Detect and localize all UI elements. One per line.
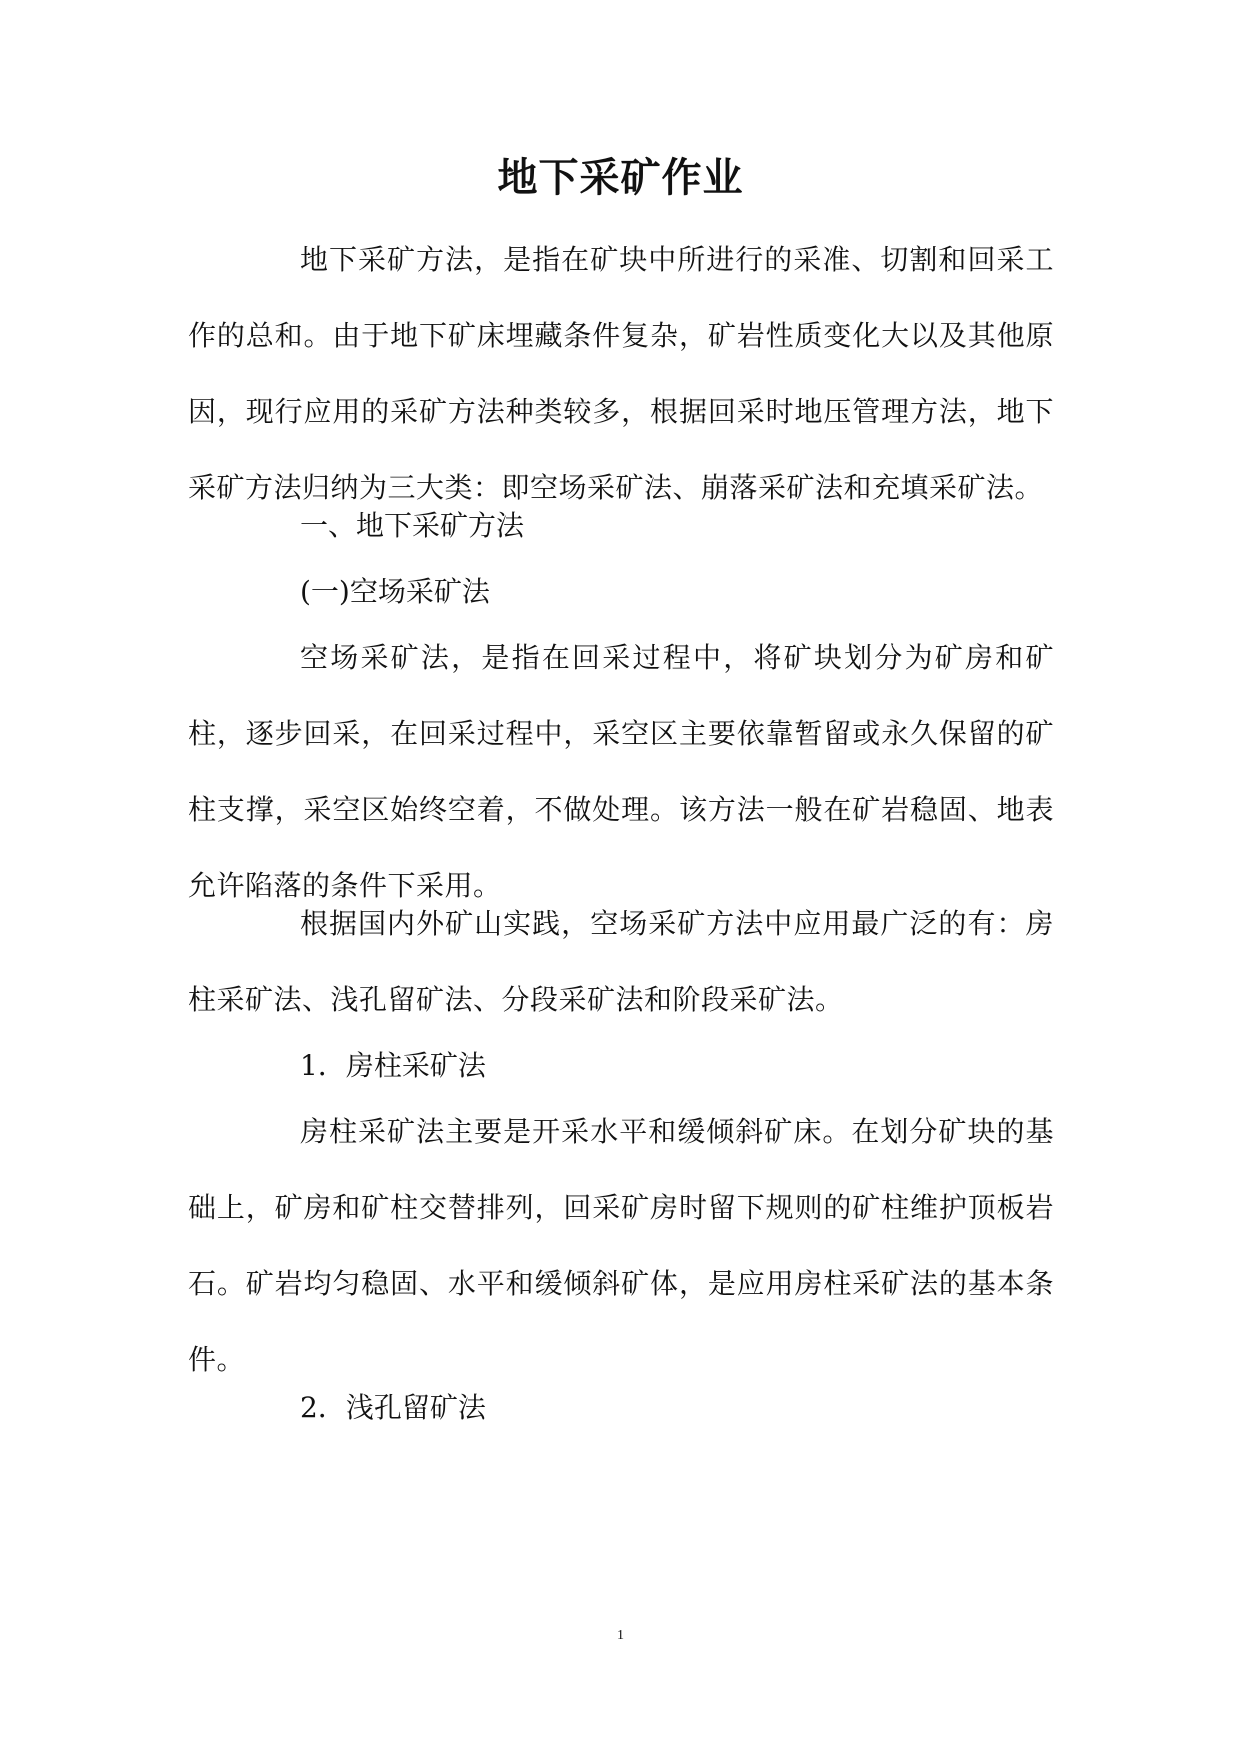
item-heading-shrinkage: 2．浅孔留矿法 xyxy=(300,1391,486,1424)
item-heading-room-pillar: 1．房柱采矿法 xyxy=(300,1049,486,1082)
subsection-heading-open-stope: (一)空场采矿法 xyxy=(300,575,490,608)
document-title: 地下采矿作业 xyxy=(497,154,744,201)
paragraph-intro: 地下采矿方法，是指在矿块中所进行的采准、切割和回采工作的总和。由于地下矿床埋藏条件复杂，矿岩性质变化大以及其他原因，现行应用的采矿方法种类较多，根据回采时地压管理方法，地下采矿方法归纳为三大类：即空场采矿法、崩落采矿法和充填采矿法。 xyxy=(188,243,1054,504)
page-number: 1 xyxy=(617,1628,624,1643)
paragraph-room-pillar: 房柱采矿法主要是开采水平和缓倾斜矿床。在划分矿块的基础上，矿房和矿柱交替排列，回采矿房时留下规则的矿柱维护顶板岩石。矿岩均匀稳固、水平和缓倾斜矿体，是应用房柱采矿法的基本条件。 xyxy=(188,1115,1054,1376)
paragraph-practice: 根据国内外矿山实践，空场采矿方法中应用最广泛的有：房柱采矿法、浅孔留矿法、分段采矿法和阶段采矿法。 xyxy=(188,907,1054,1016)
paragraph-open-stope: 空场采矿法，是指在回采过程中，将矿块划分为矿房和矿柱，逐步回采，在回采过程中，采空区主要依靠暂留或永久保留的矿柱支撑，采空区始终空着，不做处理。该方法一般在矿岩稳固、地表允许陷落的条件下采用。 xyxy=(188,641,1054,902)
section-heading-methods: 一、地下采矿方法 xyxy=(300,509,525,542)
